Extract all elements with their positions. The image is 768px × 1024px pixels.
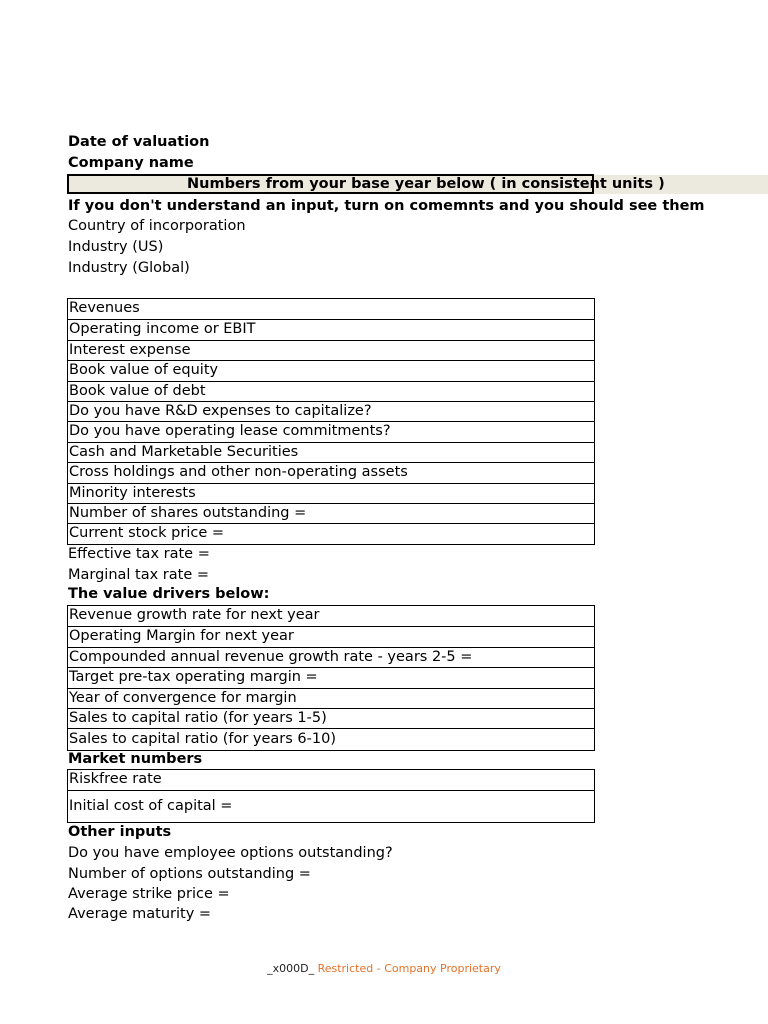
date-of-valuation-label: Date of valuation (68, 134, 210, 150)
marginal-tax-rate-label: Marginal tax rate = (68, 567, 210, 583)
table-row[interactable]: Operating income or EBIT (68, 319, 594, 339)
options-outstanding-label: Number of options outstanding = (68, 866, 311, 882)
table-row[interactable]: Book value of debt (68, 381, 594, 401)
footer-prefix: _x000D_ (267, 962, 315, 975)
value-drivers-table (67, 605, 595, 751)
table-row[interactable]: Revenue growth rate for next year (69, 607, 320, 623)
company-name-label: Company name (68, 155, 194, 171)
table-row[interactable]: Target pre-tax operating margin = (68, 667, 594, 687)
effective-tax-rate-label: Effective tax rate = (68, 546, 210, 562)
market-table (67, 769, 595, 823)
table-row[interactable]: Initial cost of capital = (68, 790, 594, 822)
table-row[interactable]: Book value of equity (68, 360, 594, 380)
table-row[interactable]: Do you have R&D expenses to capitalize? (68, 401, 594, 421)
table-row[interactable]: Do you have operating lease commitments? (68, 421, 594, 441)
table-row[interactable]: Number of shares outstanding = (68, 503, 594, 523)
country-of-incorporation-label: Country of incorporation (68, 218, 246, 234)
other-inputs-heading: Other inputs (68, 824, 172, 840)
table-row[interactable]: Interest expense (68, 340, 594, 360)
table-row[interactable]: Current stock price = (68, 523, 594, 543)
employee-options-label: Do you have employee options outstanding? (68, 845, 393, 861)
base-year-table (67, 298, 595, 545)
value-drivers-heading: The value drivers below: (68, 586, 270, 602)
market-numbers-heading: Market numbers (68, 751, 203, 767)
restricted-label: Restricted - Company Proprietary (317, 962, 501, 975)
table-row[interactable]: Compounded annual revenue growth rate - years 2-5 = (68, 647, 594, 667)
base-year-banner (67, 174, 665, 194)
banner-text: Numbers from your base year below ( in consistent units ) (187, 176, 665, 192)
table-row[interactable]: Year of convergence for margin (68, 688, 594, 708)
table-row[interactable]: Operating Margin for next year (68, 626, 594, 646)
average-strike-price-label: Average strike price = (68, 886, 230, 902)
table-row[interactable]: Minority interests (68, 483, 594, 503)
table-row[interactable]: Riskfree rate (69, 771, 162, 787)
footer-classification (0, 962, 768, 975)
table-row[interactable]: Revenues (69, 300, 140, 316)
industry-us-label: Industry (US) (68, 239, 164, 255)
industry-global-label: Industry (Global) (68, 260, 190, 276)
table-row[interactable]: Sales to capital ratio (for years 6-10) (68, 728, 594, 750)
table-row[interactable]: Cash and Marketable Securities (68, 442, 594, 462)
help-line: If you don't understand an input, turn on comemnts and you should see them (68, 198, 705, 214)
table-row[interactable]: Sales to capital ratio (for years 1-5) (68, 708, 594, 728)
table-row[interactable]: Cross holdings and other non-operating assets (68, 462, 594, 482)
average-maturity-label: Average maturity = (68, 906, 212, 922)
